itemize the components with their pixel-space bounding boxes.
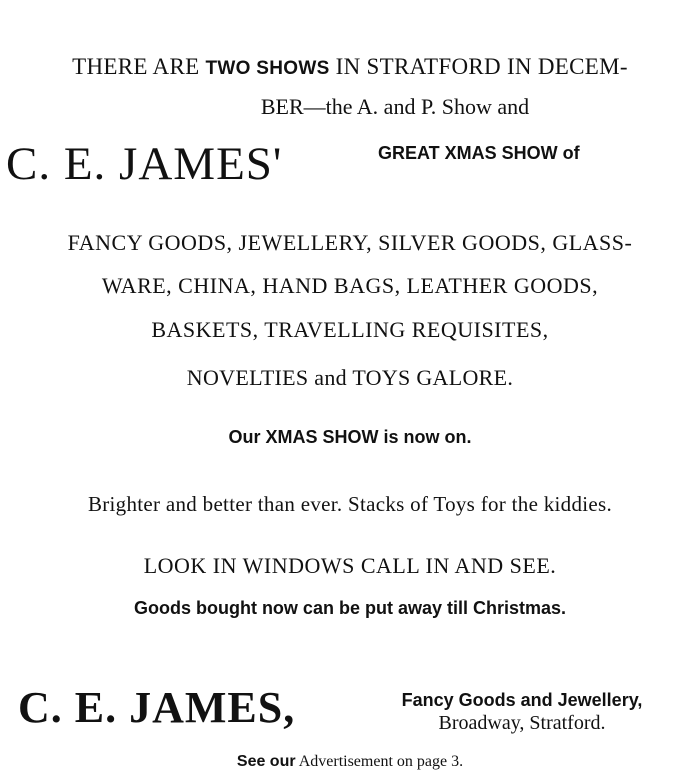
see-advert-text: Advertisement on page 3. <box>298 753 464 770</box>
xmas-show-notice: Our XMAS SHOW is now on. <box>228 427 472 447</box>
intro-part-1: THERE ARE <box>72 54 200 79</box>
brighter-line: Brighter and better than ever. Stacks of Toys for the kiddies. <box>87 492 613 516</box>
goods-line-1: FANCY GOODS, JEWELLERY, SILVER GOODS, GLASS- <box>67 230 633 255</box>
header-tagline-text: GREAT XMAS SHOW of <box>378 143 580 163</box>
look-in-windows-line: LOOK IN WINDOWS CALL IN AND SEE. <box>143 553 557 578</box>
intro-part-3: IN STRATFORD IN DECEM- <box>335 54 628 79</box>
goods-line-2: WARE, CHINA, HAND BAGS, LEATHER GOODS, <box>101 273 599 298</box>
put-away-notice: Goods bought now can be put away till Christmas. <box>133 598 567 618</box>
intro-line-1 <box>0 54 700 80</box>
intro-line-2: BER—the A. and P. Show and <box>260 94 530 119</box>
intro-two-shows: TWO SHOWS <box>205 58 330 79</box>
footer-address: Broadway, Stratford. <box>438 712 606 734</box>
header-shop-name: C. E. JAMES' <box>6 138 283 190</box>
footer-shop-name: C. E. JAMES, <box>18 683 296 732</box>
goods-line-4: NOVELTIES and TOYS GALORE. <box>186 365 514 390</box>
see-our-text: See our <box>236 753 296 770</box>
goods-line-3: BASKETS, TRAVELLING REQUISITES, <box>151 317 549 342</box>
see-advertisement-line <box>0 753 700 771</box>
header-tagline <box>378 142 580 164</box>
footer-description: Fancy Goods and Jewellery, <box>401 690 643 710</box>
